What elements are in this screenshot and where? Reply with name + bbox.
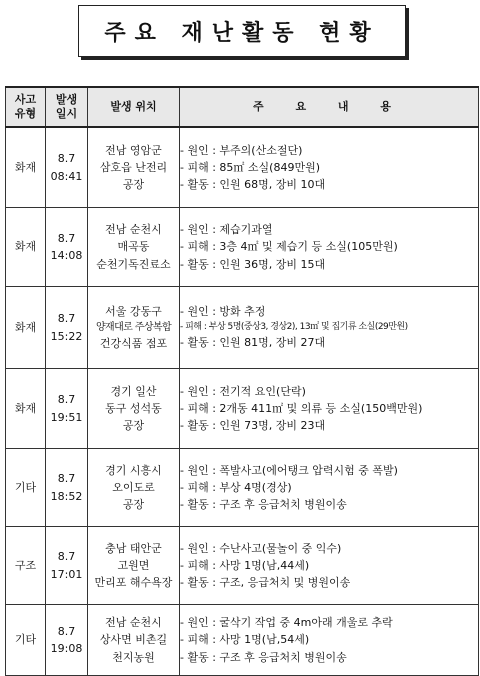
detail-activity: - 활동 : 인원 36명, 장비 15대 — [180, 257, 326, 271]
incident-type: 화재 — [6, 287, 46, 369]
incident-location: 경기 일산 동구 성석동 공장 — [88, 369, 180, 449]
incident-type: 기타 — [6, 605, 46, 676]
incident-type: 화재 — [6, 208, 46, 287]
detail-activity: - 활동 : 인원 68명, 장비 10대 — [180, 178, 326, 192]
incident-datetime: 8.7 14:08 — [46, 208, 88, 287]
detail-damage: - 피해 : 3층 4㎡ 및 제습기 등 소실(105만원) — [180, 240, 398, 254]
incident-datetime: 8.7 08:41 — [46, 127, 88, 208]
table-header-row — [6, 87, 479, 127]
detail-cause: - 원인 : 수난사고(물놀이 중 익수) — [180, 541, 342, 555]
header-content: 주 요 내 용 — [180, 87, 479, 127]
detail-cause: - 원인 : 전기적 요인(단락) — [180, 384, 306, 398]
incident-location: 전남 순천시 상사면 비촌길 천지농원 — [88, 605, 180, 676]
disaster-report-table — [5, 86, 479, 676]
incident-location: 전남 영암군 삼호읍 난전리 공장 — [88, 127, 180, 208]
incident-details — [180, 527, 479, 605]
incident-datetime: 8.7 19:51 — [46, 369, 88, 449]
detail-damage: - 피해 : 사망 1명(남,54세) — [180, 633, 310, 647]
table-row — [6, 527, 479, 605]
header-type: 사고 유형 — [6, 87, 46, 127]
incident-details — [180, 605, 479, 676]
detail-damage: - 피해 : 85㎡ 소실(849만원) — [180, 160, 320, 174]
table-row — [6, 287, 479, 369]
detail-cause: - 원인 : 방화 추정 — [180, 305, 266, 319]
incident-details — [180, 369, 479, 449]
incident-location: 충남 태안군 고원면 만리포 해수욕장 — [88, 527, 180, 605]
detail-activity: - 활동 : 구조, 응급처치 및 병원이송 — [180, 576, 351, 590]
incident-details — [180, 127, 479, 208]
incident-type: 구조 — [6, 527, 46, 605]
incident-datetime: 8.7 19:08 — [46, 605, 88, 676]
detail-cause: - 원인 : 부주의(산소절단) — [180, 143, 303, 157]
incident-type: 화재 — [6, 369, 46, 449]
incident-datetime: 8.7 18:52 — [46, 449, 88, 527]
detail-cause: - 원인 : 제습기과열 — [180, 223, 273, 237]
header-location: 발생 위치 — [88, 87, 180, 127]
detail-activity: - 활동 : 인원 81명, 장비 27대 — [180, 336, 326, 350]
page-title: 주요 재난활동 현황 — [104, 20, 380, 46]
table-row — [6, 449, 479, 527]
table-row — [6, 605, 479, 676]
incident-details — [180, 449, 479, 527]
detail-activity: - 활동 : 인원 73명, 장비 23대 — [180, 419, 326, 433]
table-row — [6, 208, 479, 287]
incident-datetime: 8.7 15:22 — [46, 287, 88, 369]
table-row — [6, 369, 479, 449]
table-row — [6, 127, 479, 208]
incident-datetime: 8.7 17:01 — [46, 527, 88, 605]
detail-activity: - 활동 : 구조 후 응급처치 병원이송 — [180, 650, 347, 664]
detail-activity: - 활동 : 구조 후 응급처치 병원이송 — [180, 498, 347, 512]
incident-details — [180, 287, 479, 369]
detail-damage: - 피해 : 부상 5명(중상3, 경상2), 13㎡ 및 집기류 소실(29만원) — [180, 321, 408, 332]
incident-type: 기타 — [6, 449, 46, 527]
page-title-box — [78, 5, 406, 57]
detail-damage: - 피해 : 2개동 411㎡ 및 의류 등 소실(150백만원) — [180, 401, 423, 415]
detail-damage: - 피해 : 부상 4명(경상) — [180, 480, 292, 494]
header-date: 발생 일시 — [46, 87, 88, 127]
incident-location: 전남 순천시 매곡동 순천기독진료소 — [88, 208, 180, 287]
detail-damage: - 피해 : 사망 1명(남,44세) — [180, 558, 310, 572]
detail-cause: - 원인 : 폭발사고(에어탱크 압력시험 중 폭발) — [180, 463, 398, 477]
detail-cause: - 원인 : 굴삭기 작업 중 4m아래 개울로 추락 — [180, 616, 393, 630]
incident-location: 서울 강동구 양재대로 주상복합 건강식품 점포 — [88, 287, 180, 369]
incident-type: 화재 — [6, 127, 46, 208]
incident-details — [180, 208, 479, 287]
incident-location: 경기 시흥시 오이도로 공장 — [88, 449, 180, 527]
